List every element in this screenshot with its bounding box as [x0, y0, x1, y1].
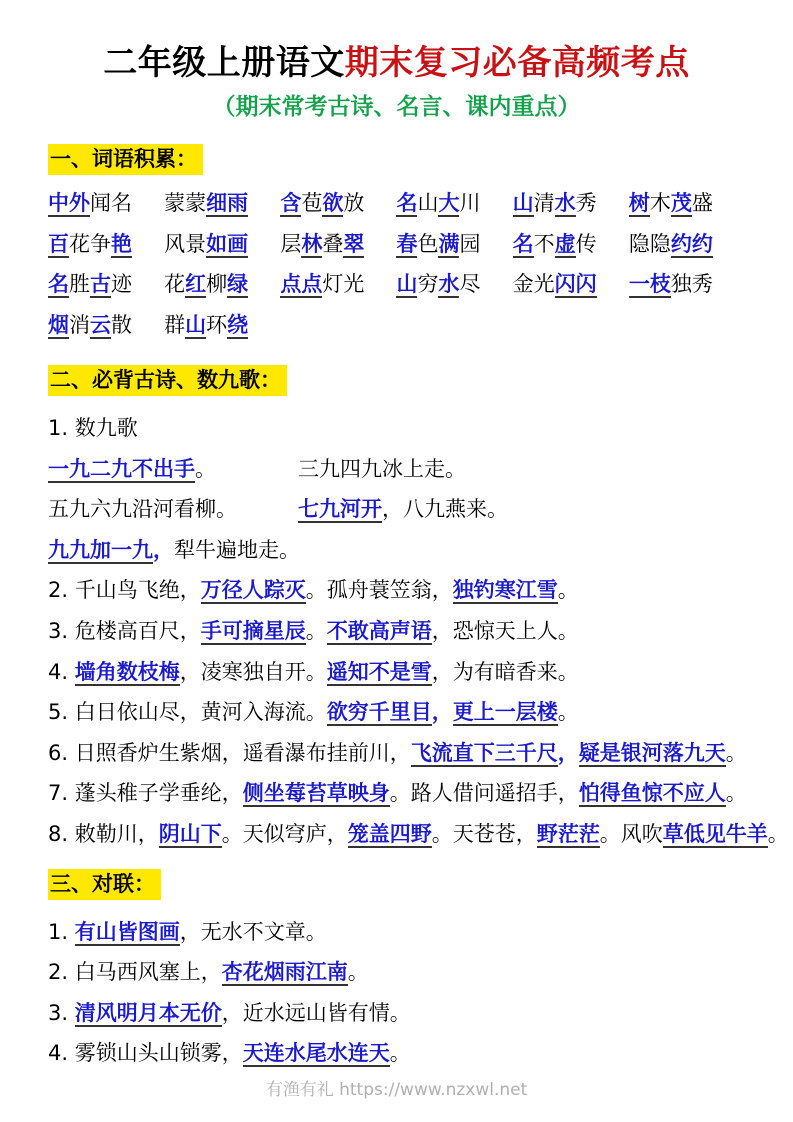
text-line	[48, 611, 745, 652]
highlight-term: 烟	[48, 312, 69, 337]
text-run: 。	[725, 740, 747, 765]
text-line	[48, 952, 745, 993]
vocab-word	[280, 183, 396, 224]
text-run: 7. 蓬头稚子学垂纶，	[48, 781, 243, 806]
footer-watermark: 有渔有礼 https://www.nzxwl.net	[265, 1080, 528, 1100]
text-line	[48, 570, 745, 611]
highlight-term: 艳	[111, 231, 132, 256]
highlight-term: 独钓寒江雪	[452, 578, 558, 603]
text-line	[48, 1033, 745, 1074]
highlight-term: 中外	[48, 191, 90, 215]
text-run: ，凌寒独自开。	[179, 659, 327, 684]
vocab-word	[629, 183, 745, 224]
text-run: 闻名	[90, 191, 132, 215]
vocab-word	[513, 264, 629, 305]
couplets-lines	[48, 912, 745, 1074]
text-run: ，近水远山皆有情。	[221, 1000, 411, 1025]
text-run: 6. 日照香炉生紫烟，遥看瀑布挂前川，	[48, 740, 411, 765]
text-run: 。天苍苍，	[431, 821, 537, 846]
text-run: 。路人借问遥招手，	[389, 781, 579, 806]
highlight-term: 云	[90, 312, 111, 337]
text-run: 五九六九沿河看柳。	[48, 497, 237, 522]
section-heading-vocabulary: 一、词语积累：	[48, 144, 203, 175]
text-run: 2. 千山鸟飞绝，	[48, 578, 201, 603]
highlight-term: 含	[280, 191, 302, 215]
text-run: 4.	[48, 659, 75, 684]
text-run: 隐隐	[628, 231, 671, 256]
text-run: 木	[649, 191, 671, 215]
text-run: 穷	[417, 272, 439, 296]
text-run: 1.	[48, 919, 75, 944]
text-run: 。	[767, 821, 789, 846]
text-run: 。	[347, 960, 369, 985]
vocab-word	[396, 264, 512, 305]
text-line	[48, 652, 745, 693]
text-line	[48, 489, 745, 530]
vocab-word	[396, 183, 512, 224]
line-first-column	[48, 449, 298, 490]
text-run: 环	[206, 312, 228, 337]
highlight-term: 山	[396, 272, 418, 296]
highlight-term: 一枝	[628, 272, 671, 296]
text-line	[48, 814, 789, 855]
line-first-column	[48, 489, 298, 530]
text-run: 苞	[301, 191, 323, 215]
text-run: 胜	[69, 272, 90, 296]
text-run: 尽	[459, 272, 481, 296]
text-run: 消	[69, 312, 90, 337]
highlight-term: 怕得鱼惊不应人	[578, 781, 726, 806]
text-run: 清	[533, 191, 555, 215]
highlight-term: 杏花烟雨江南	[221, 960, 348, 985]
vocab-word	[164, 264, 280, 305]
text-run: 4. 雾锁山头山锁雾，	[48, 1041, 243, 1066]
text-run: 。	[389, 1041, 411, 1066]
text-run: 。	[725, 781, 747, 806]
text-run: 。风吹	[599, 821, 663, 846]
highlight-term: 春	[396, 231, 418, 256]
text-run: ，为有暗香来。	[431, 659, 579, 684]
text-line	[48, 993, 745, 1034]
highlight-term: 古	[90, 272, 111, 296]
text-run: 。	[557, 578, 579, 603]
highlight-term: 绕	[227, 312, 249, 337]
text-run: 传	[575, 231, 597, 256]
highlight-term: 林	[301, 231, 323, 256]
text-run: 风景	[164, 231, 207, 256]
vocab-word	[164, 305, 280, 346]
vocab-word	[629, 264, 745, 305]
vocab-word	[48, 224, 164, 265]
highlight-term: 细雨	[206, 191, 249, 215]
highlight-term: 树	[628, 191, 650, 215]
highlight-term: 清风明月本无价	[74, 1000, 222, 1025]
text-line	[48, 912, 745, 953]
text-run: 不	[533, 231, 555, 256]
text-run: 蒙蒙	[164, 191, 207, 215]
text-run: 。	[557, 700, 579, 725]
highlight-term: 虚	[554, 231, 576, 256]
highlight-term: 水	[554, 191, 576, 215]
highlight-term: 万径人踪灭	[200, 578, 306, 603]
section-poems	[48, 345, 789, 855]
highlight-term: 野茫茫	[536, 821, 600, 846]
highlight-term: 水	[438, 272, 460, 296]
vocab-word	[280, 264, 396, 305]
text-run: 盛	[691, 191, 713, 215]
highlight-term: 茂	[670, 191, 692, 215]
section-heading-poems: 二、必背古诗、数九歌：	[48, 365, 287, 396]
text-run: 花争	[69, 231, 111, 256]
highlight-term: 疑是银河落九天	[578, 740, 726, 765]
highlight-term: 如画	[206, 231, 249, 256]
text-run: 独秀	[670, 272, 713, 296]
vocab-word	[280, 224, 396, 265]
text-run: 群	[164, 312, 186, 337]
vocabulary-grid	[48, 183, 745, 345]
vocab-word	[164, 183, 280, 224]
text-run: 放	[343, 191, 365, 215]
text-run: 川	[459, 191, 481, 215]
text-run: 1. 数九歌	[48, 416, 138, 440]
text-run: 三九四九冰上走。	[298, 456, 466, 481]
text-run: 叠	[322, 231, 344, 256]
highlight-term: 飞流直下三千尺	[410, 740, 558, 765]
text-line	[48, 408, 745, 449]
vocab-word	[513, 224, 629, 265]
section-heading-couplets: 三、对联：	[48, 869, 161, 900]
text-run: 花	[164, 272, 186, 296]
text-line	[48, 733, 745, 774]
text-run: 柳	[206, 272, 228, 296]
text-run: 色	[417, 231, 439, 256]
page-title-black-part: 二年级上册语文	[103, 43, 345, 83]
highlight-term: 点点	[280, 272, 323, 296]
highlight-term: 名	[512, 231, 534, 256]
page-subtitle: （期末常考古诗、名言、课内重点）	[212, 94, 581, 120]
highlight-term: 名	[48, 272, 69, 296]
section-vocabulary	[48, 124, 745, 345]
vocab-word	[48, 183, 164, 224]
highlight-term: 翠	[343, 231, 365, 256]
highlight-term: 有山皆图画	[74, 919, 180, 944]
poems-lines	[48, 408, 789, 855]
highlight-term: 七九河开	[298, 497, 382, 522]
highlight-term: 天连水尾水连天	[242, 1041, 390, 1066]
text-run: ，八九燕来。	[382, 497, 508, 522]
text-run: 园	[459, 231, 481, 256]
vocab-word	[164, 224, 280, 265]
text-line	[48, 449, 745, 490]
text-line	[48, 530, 745, 571]
text-run: 迹	[111, 272, 132, 296]
text-run: 3. 危楼高百尺，	[48, 618, 201, 643]
highlight-term: 欲穷千里目	[326, 700, 432, 725]
text-line	[48, 692, 745, 733]
text-line	[48, 773, 745, 814]
text-run: 。孤舟蓑笠翁，	[305, 578, 453, 603]
vocab-word	[396, 224, 512, 265]
page-title	[48, 40, 745, 86]
highlight-term: 遥知不是雪	[326, 659, 432, 684]
highlight-term: ，	[153, 537, 174, 562]
text-run: 灯光	[322, 272, 365, 296]
text-run: 2. 白马西风塞上，	[48, 960, 222, 985]
highlight-term: 更上一层楼	[452, 700, 558, 725]
vocab-word	[48, 264, 164, 305]
highlight-term: 红	[185, 272, 207, 296]
highlight-term: 侧坐莓苔草映身	[242, 781, 390, 806]
vocab-word	[513, 183, 629, 224]
text-run: 。天似穹庐，	[221, 821, 348, 846]
highlight-term: 不敢高声语	[326, 618, 432, 643]
section-couplets	[48, 855, 745, 1074]
text-run: ，无水不文章。	[179, 919, 327, 944]
highlight-term: 满	[438, 231, 460, 256]
highlight-term: ，	[431, 700, 453, 725]
highlight-term: 笼盖四野	[347, 821, 432, 846]
page-title-red-part: 期末复习必备高频考点	[344, 43, 690, 83]
highlight-term: 山	[185, 312, 207, 337]
highlight-term: 草低见牛羊	[662, 821, 768, 846]
text-run: 。	[305, 618, 327, 643]
highlight-term: 欲	[322, 191, 344, 215]
text-run: 3.	[48, 1000, 75, 1025]
text-run: 山	[417, 191, 439, 215]
highlight-term: ，	[557, 740, 579, 765]
text-run: 8. 敕勒川，	[48, 821, 159, 846]
highlight-term: 阴山下	[158, 821, 222, 846]
text-run: 层	[280, 231, 302, 256]
vocab-word	[48, 305, 164, 346]
highlight-term: 手可摘星辰	[200, 618, 306, 643]
highlight-term: 约约	[670, 231, 713, 256]
highlight-term: 一九二九不出手	[48, 456, 195, 481]
text-run: 秀	[575, 191, 597, 215]
vocab-word	[629, 224, 745, 265]
text-run: 。	[195, 456, 216, 481]
text-run: 散	[111, 312, 132, 337]
highlight-term: 墙角数枝梅	[74, 659, 180, 684]
highlight-term: 大	[438, 191, 460, 215]
highlight-term: 九九加一九	[48, 537, 153, 562]
highlight-term: 百	[48, 231, 69, 256]
text-run: 犁牛遍地走。	[174, 537, 300, 562]
text-run: ，恐惊天上人。	[431, 618, 579, 643]
highlight-term: 名	[396, 191, 418, 215]
text-run: 金光	[512, 272, 555, 296]
text-run: 5. 白日依山尽，黄河入海流。	[48, 700, 327, 725]
highlight-term: 山	[512, 191, 534, 215]
highlight-term: 绿	[227, 272, 249, 296]
highlight-term: 闪闪	[554, 272, 597, 296]
